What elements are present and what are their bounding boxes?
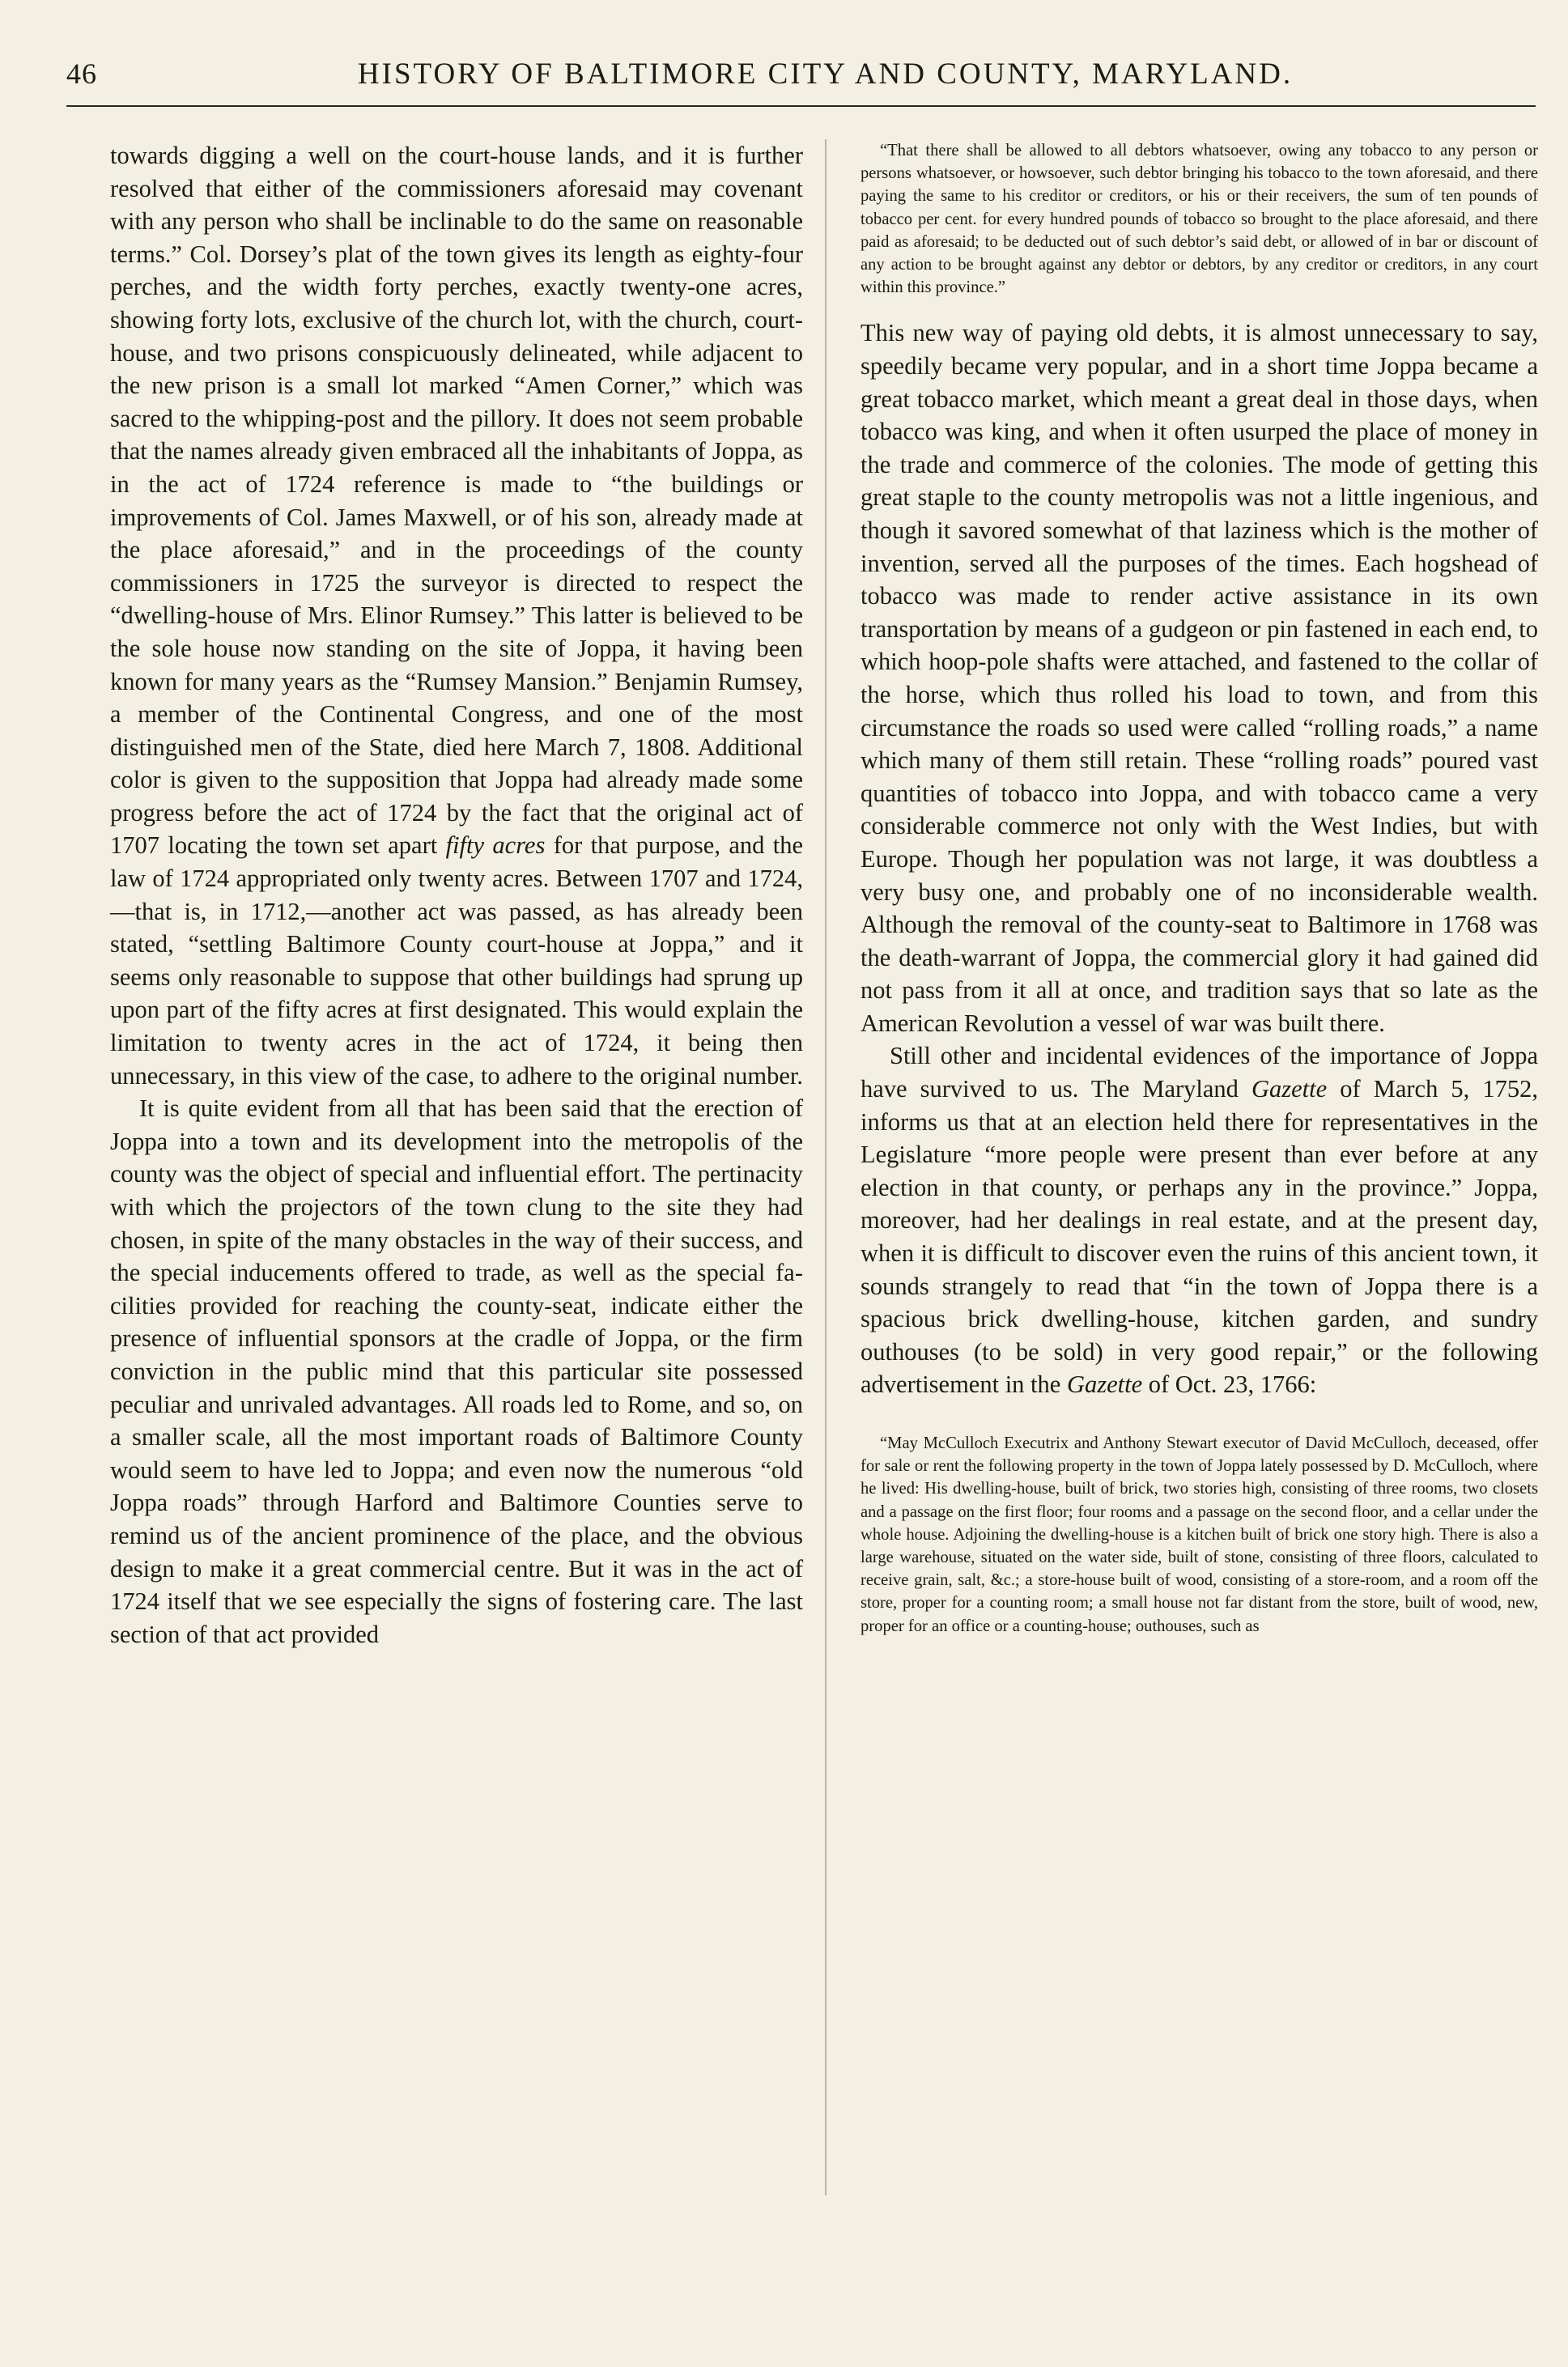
page-number: 46 bbox=[66, 57, 97, 90]
left-column bbox=[110, 139, 803, 1651]
left-paragraph-1 bbox=[110, 139, 803, 1092]
quoted-advertisement: “May McCulloch Executrix and Anthony Stewart executor of David McCulloch, deceased, offer for sale or rent the following property in the town of Joppa lately possessed by D. McCulloch, where he lived: His dwelling-house, built of brick, two stories high, consisting of three rooms, two closets and a passage on the first floor; four rooms and a passage on the second floor, and a cellar under the whole house. Adjoining the dwelling-house is a kitchen built of brick one story high. There is also a large warehouse, situated on the water side, built of stone, consisting of three floors, calculated to receive grain, salt, &c.; a store-house built of wood, consisting of a store-room, and a room off the store, proper for a counting room; a small house not far distant from the store, built of wood, new, proper for an office or a counting-house; outhouses, such as bbox=[860, 1434, 1538, 1635]
left-paragraph-1-end: for that purpose, and the law of 1724 appropriated only twenty acres. Between 1707 and 1724,—that is, in 1712,—another act was passed, as has already been stated, “settling Baltimore County court-house at Joppa,” and it seems only reasonable to suppose that other buildings had sprung up upon part of the fifty acres at first designated. This would explain the limitation to twenty acres in the act of 1724, it being then unnecessary, in this view of the case, to adhere to the original number. bbox=[110, 831, 803, 1090]
italic-fifty-acres: fifty acres bbox=[445, 831, 546, 860]
right-paragraph-2-start: Still other and incidental evidences of the importance of Joppa have survived to us. The Maryland bbox=[860, 1042, 1538, 1103]
left-paragraph-2: It is quite evident from all that has been said that the erection of Joppa into a town and its development into the metropolis of the county was the object of special and influential effort. The pertinacity with which the projectors of the town clung to the site they had chosen, in spite of the many obstacles in the way of their success, and the special inducements offered to trade, as well as the special facilities provided for reaching the county-seat, indicate either the presence of influential sponsors at the cradle of Joppa, or the firm conviction in the public mind that this particular site possessed peculiar and unrivaled advantages. All roads led to Rome, and so, on a smaller scale, all the most important roads of Baltimore County would seem to have led to Joppa; and even now the numerous “old Joppa roads” through Harford and Baltimore Counties serve to remind us of the ancient prominence of the place, and the obvious design to make it a great commercial centre. But it was in the act of 1724 itself that we see especially the signs of fostering care. The last section of that act provided bbox=[110, 1094, 803, 1648]
right-column bbox=[860, 139, 1538, 1638]
page-header bbox=[66, 50, 1536, 107]
right-paragraph-2 bbox=[860, 1039, 1538, 1401]
column-divider bbox=[825, 139, 826, 2195]
left-paragraph-1-text: towards digging a well on the court-house lands, and it is further resolved that either of the commissioners aforesaid may covenant with any person who shall be inclinable to do the same on reasonable terms.” Col. Dorsey’s plat of the town gives its length as eighty-four perches, and the width forty perches, exactly twenty-one acres, showing forty lots, exclusive of the church lot, with the church, court-house, and two prisons conspicuously delineated, while adjacent to the new prison is a small lot marked “Amen Corner,” which was sacred to the whipping-post and the pillory. It does not seem probable that the names already given embraced all the inhabitants of Joppa, as in the act of 1724 reference is made to “the buildings or improvements of Col. James Maxwell, or of his son, already made at the place aforesaid,” and in the proceedings of the county commissioners in 1725 the surveyor is directed to respect the “dwelling-house of Mrs. Elinor Rumsey.” This latter is believed to be the sole house now standing on the site of Joppa, it having been known for many years as the “Rumsey Mansion.” Benjamin Rumsey, a member of the Continental Congress, and one of the most distinguished men of the State, died here March 7, 1808. Additional color is given to the supposition that Joppa had already made some progress before the act of 1724 by the fact that the original act of 1707 locating the town set apart bbox=[110, 142, 803, 860]
italic-gazette-1: Gazette bbox=[1251, 1075, 1328, 1103]
italic-gazette-2: Gazette bbox=[1066, 1370, 1143, 1399]
right-paragraph-1: This new way of paying old debts, it is almost unnecessary to say, speedily became very popular, and in a short time Joppa became a great tobacco market, which meant a great deal in those days, when tobacco was king, and when it often usurped the place of money in the trade and commerce of the colonies. The mode of getting this great staple to the county metropolis was not a little ingenious, and though it savored somewhat of that laziness which is the mother of invention, served all the purposes of the times. Each hogshead of tobacco was made to render active assistance in its own transportation by means of a gudgeon or pin fastened in each end, to which hoop-pole shafts were attached, and fastened to the collar of the horse, which thus rolled his load to town, and from this circumstance the roads so used were called “rolling roads,” a name which many of them still retain. These “rolling roads” poured vast quantities of tobacco into Joppa, and with tobacco came a very considerable commerce not only with the West Indies, but with Europe. Though her population was not large, it was doubtless a very busy one, and probably one of no inconsiderable wealth. Although the removal of the county-seat to Baltimore in 1768 was the death-warrant of Joppa, the commercial glory it had gained did not pass from it all at once, and tradition says that so late as the American Revolution a vessel of war was built there. bbox=[860, 319, 1538, 1037]
right-paragraph-2-mid: of March 5, 1752, informs us that at an election held there for representatives in the Legislature “more people were present than ever before at any election in that county, or perhaps any in the province.” Joppa, moreover, had her dealings in real estate, and at the present day, when it is difficult to discover even the ruins of this ancient town, it sounds strangely to read that “in the town of Joppa there is a spacious brick dwelling-house, kitchen garden, and sundry outhouses (to be sold) in very good repair,” or the following advertisement in the bbox=[860, 1075, 1538, 1399]
quoted-act-section: “That there shall be allowed to all debtors whatsoever, owing any tobacco to any person or persons whatsoever, or howsoever, such debtor bringing his tobacco to the town aforesaid, and there paying the same to his creditor or creditors, or his or their receivers, the sum of ten pounds of tobacco per cent. for every hundred pounds of tobacco so brought to the place aforesaid, and there paid as aforesaid; to be deducted out of such debtor’s said debt, or allowed of in bar or discount of any action to be brought against any debtor or debtors, by any creditor or creditors, in any court within this province.” bbox=[860, 142, 1538, 297]
running-title: HISTORY OF BALTIMORE CITY AND COUNTY, MARYLAND. bbox=[357, 57, 1294, 91]
right-paragraph-2-end: of Oct. 23, 1766: bbox=[1142, 1370, 1317, 1399]
